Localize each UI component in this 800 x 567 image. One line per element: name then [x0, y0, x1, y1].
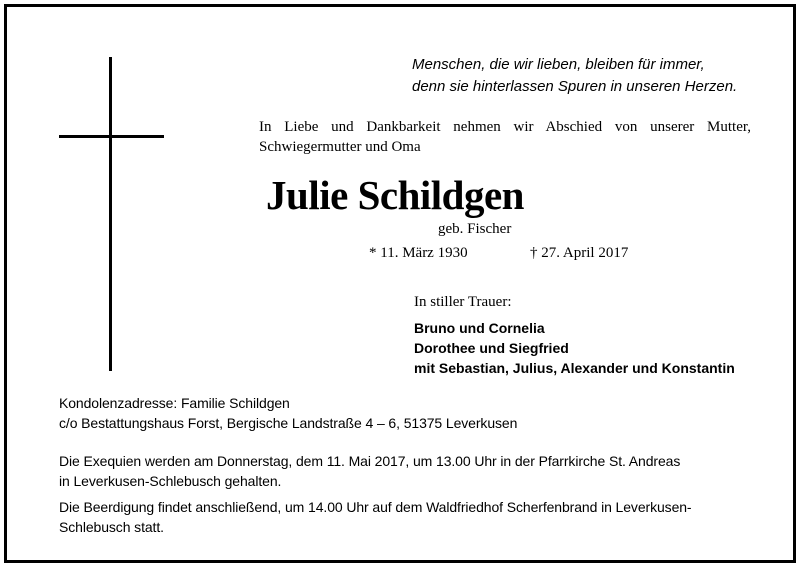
deceased-name: Julie Schildgen: [266, 172, 524, 218]
mourning-label: In stiller Trauer:: [414, 294, 512, 310]
condolence-address: [59, 393, 753, 433]
burial-line-2: Schlebusch statt.: [59, 519, 164, 535]
mourner-line: Bruno und Cornelia: [414, 320, 545, 336]
burial-line-1: Die Beerdigung findet anschließend, um 14.00 Uhr auf dem Waldfriedhof Scherfenbrand in Leverkusen-: [59, 499, 692, 515]
exequien-notice: [59, 451, 753, 491]
death-date: † 27. April 2017: [530, 245, 629, 261]
birth-date: * 11. März 1930: [369, 245, 468, 261]
memorial-quote: [412, 54, 737, 98]
mourners-list: [414, 318, 735, 378]
condolence-line-1: Kondolenzadresse: Familie Schildgen: [59, 395, 290, 411]
quote-line-1: Menschen, die wir lieben, bleiben für immer,: [412, 56, 705, 73]
condolence-line-2: c/o Bestattungshaus Forst, Bergische Landstraße 4 – 6, 51375 Leverkusen: [59, 415, 518, 431]
intro-text: In Liebe und Dankbarkeit nehmen wir Abschied von unserer Mutter, Schwiegermutter und Oma: [259, 119, 751, 155]
quote-line-2: denn sie hinterlassen Spuren in unseren Herzen.: [412, 78, 738, 95]
obituary-card: [4, 4, 796, 563]
exequien-line-2: in Leverkusen-Schlebusch gehalten.: [59, 473, 282, 489]
cross-icon-horizontal: [59, 135, 164, 138]
deceased-name-wrap: [0, 171, 800, 219]
mourner-line: Dorothee und Siegfried: [414, 340, 569, 356]
maiden-name: geb. Fischer: [438, 221, 512, 237]
exequien-line-1: Die Exequien werden am Donnerstag, dem 11. Mai 2017, um 13.00 Uhr in der Pfarrkirche St. Andreas: [59, 453, 681, 469]
burial-notice: [59, 497, 753, 537]
mourner-line: mit Sebastian, Julius, Alexander und Konstantin: [414, 360, 735, 376]
